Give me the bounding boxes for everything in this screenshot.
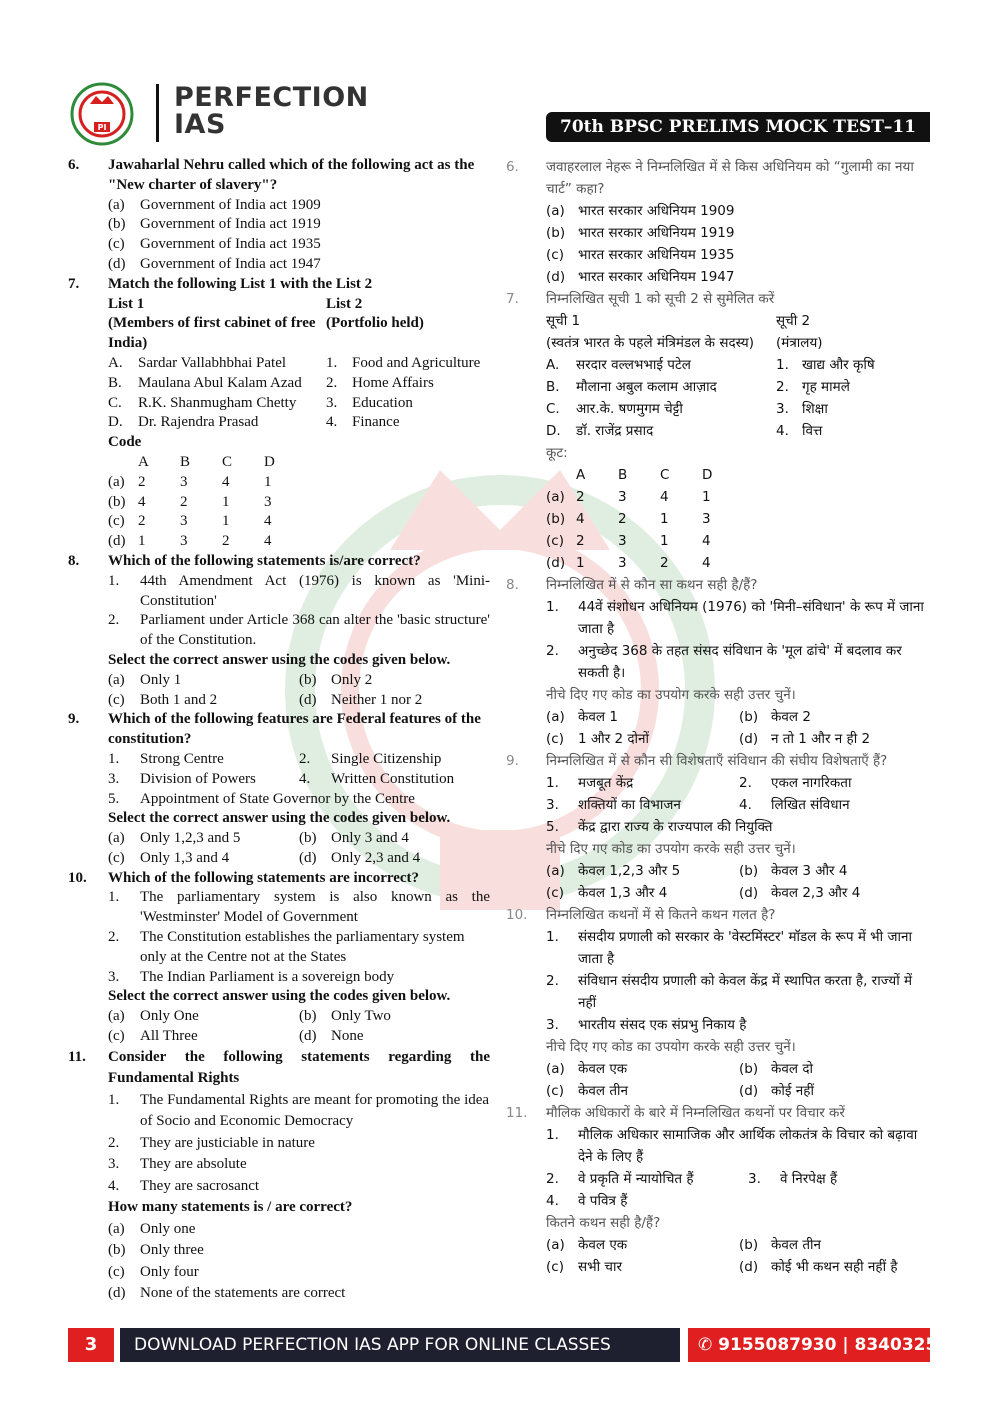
brand-line2: IAS (174, 109, 226, 140)
question-8-hi (506, 574, 932, 750)
question-stem: Which of the following features are Federal features of the constitution? (108, 711, 481, 748)
option-row: (c) All Three (d) None (108, 1028, 364, 1045)
match-row: A. Sardar Vallabhbhai Patel 1. Food and Agriculture (108, 354, 481, 371)
statement: 4. They are sacrosanct (108, 1177, 260, 1194)
code-row: (b) 4 2 1 3 (108, 493, 272, 510)
download-banner: DOWNLOAD PERFECTION IAS APP FOR ONLINE CLASSES (120, 1328, 680, 1362)
question-number: 7. (68, 275, 80, 292)
option: (d) Government of India act 1947 (108, 255, 321, 272)
list-headers: List 1 List 2 (108, 295, 363, 312)
question-number: 6. (68, 157, 80, 173)
statement: 1. मौलिक अधिकार सामाजिक और आर्थिक लोकतंत्र के विचार को बढ़ावा देने के लिए हैं (546, 1127, 918, 1165)
code-row: (a) 2 3 4 1 (546, 489, 711, 505)
logo-text: PI (97, 123, 107, 132)
list-headers: सूची 1 सूची 2 (546, 313, 811, 329)
code-label: Code (108, 434, 142, 451)
hindi-column (506, 156, 932, 1278)
option-row: (c) सभी चार (d) कोई भी कथन सही नहीं है (546, 1259, 898, 1275)
english-column (68, 156, 490, 1305)
list-subheaders: (Members of first cabinet of free India) (Portfolio held) (108, 315, 424, 352)
question-stem: Which of the following statements are incorrect? (108, 869, 420, 886)
question-number: 11. (506, 1105, 528, 1121)
question-stem: Consider the following statements regarding the Fundamental Rights (108, 1048, 490, 1087)
instruction: नीचे दिए गए कोड का उपयोग करके सही उत्तर चुनें। (546, 841, 796, 857)
statement: 1. 44th Amendment Act (1976) is known as 'Mini-Constitution' (108, 572, 490, 609)
question-9-hi (506, 750, 932, 904)
question-number: 7. (506, 291, 519, 307)
instruction: Select the correct answer using the codes given below. (108, 651, 451, 668)
question-stem: Which of the following statements is/are correct? (108, 552, 421, 569)
statement-row: 1. Strong Centre 2. Single Citizenship (108, 750, 442, 767)
statement: 4. वे पवित्र हैं (546, 1193, 628, 1209)
question-11-hi (506, 1102, 932, 1278)
match-row: D. Dr. Rajendra Prasad 4. Finance (108, 414, 400, 431)
option-row: (a) केवल एक (b) केवल दो (546, 1061, 813, 1077)
page-number: 3 (68, 1328, 114, 1362)
option-row: (c) Both 1 and 2 (d) Neither 1 nor 2 (108, 691, 423, 708)
question-stem: मौलिक अधिकारों के बारे में निम्नलिखित कथनों पर विचार करें (546, 1105, 845, 1121)
option-row: (a) Only 1,2,3 and 5 (b) Only 3 and 4 (108, 830, 409, 847)
question-stem: निम्नलिखित सूची 1 को सूची 2 से सुमेलित करें (546, 291, 775, 307)
statement: 2. संविधान संसदीय प्रणाली को केवल केंद्र में स्थापित करता है, राज्यों में नहीं (546, 973, 913, 1011)
brand-line1: PERFECTION (174, 82, 369, 113)
option-row: (c) केवल तीन (d) कोई नहीं (546, 1083, 814, 1099)
brand-name (174, 84, 369, 138)
statement: 1. 44वें संशोधन अधिनियम (1976) को 'मिनी–संविधान' के रूप में जाना जाता है (546, 599, 924, 637)
question-stem: Match the following List 1 with the List 2 (108, 275, 373, 292)
option: (b) भारत सरकार अधिनियम 1919 (546, 225, 735, 241)
question-number: 11. (68, 1048, 86, 1065)
code-row: (a) 2 3 4 1 (108, 473, 272, 490)
phone-icon: ✆ (698, 1335, 719, 1355)
code-header: A B C D (138, 453, 275, 470)
page-footer (68, 1328, 973, 1362)
question-number: 9. (506, 753, 519, 769)
instruction: नीचे दिए गए कोड का उपयोग करके सही उत्तर चुनें। (546, 687, 796, 703)
instruction: Select the correct answer using the codes given below. (108, 988, 451, 1005)
page-header (70, 78, 930, 150)
statement: 2. वे प्रकृति में न्यायोचित हैं 3. वे निरपेक्ष हैं (546, 1171, 838, 1187)
statement-row: 3. शक्तियों का विभाजन 4. लिखित संविधान (546, 797, 850, 813)
match-row: B. मौलाना अबुल कलाम आज़ाद 2. गृह मामले (546, 379, 850, 395)
question-number: 10. (68, 869, 87, 886)
question-number: 8. (68, 552, 80, 569)
question-stem: Jawaharlal Nehru called which of the following act as the "New charter of slavery"? (108, 157, 475, 193)
code-row: (c) 2 3 1 4 (108, 513, 272, 530)
option: (c) भारत सरकार अधिनियम 1935 (546, 247, 735, 263)
match-row: C. आर.के. षणमुगम चेट्टी 3. शिक्षा (546, 401, 828, 417)
question-number: 9. (68, 711, 80, 728)
option: (d) None of the statements are correct (108, 1285, 346, 1302)
statement-row: 1. मजबूत केंद्र 2. एकल नागरिकता (546, 775, 852, 791)
match-row: A. सरदार वल्लभभाई पटेल 1. खाद्य और कृषि (546, 357, 875, 373)
question-8-en (68, 552, 490, 710)
match-row: B. Maulana Abul Kalam Azad 2. Home Affairs (108, 374, 434, 391)
option-row: (a) Only 1 (b) Only 2 (108, 671, 373, 688)
question-stem: निम्नलिखित में से कौन सी विशेषताएँ संविधान की संघीय विशेषताएँ हैं? (546, 753, 888, 769)
code-row: (b) 4 2 1 3 (546, 511, 711, 527)
question-7-en (68, 275, 490, 552)
option: (b) Government of India act 1919 (108, 216, 321, 233)
question-10-en (68, 869, 490, 1047)
statement: 3. They are absolute (108, 1156, 247, 1173)
test-title: 70th BPSC PRELIMS MOCK TEST–11 (546, 112, 930, 142)
code-label: कूट: (546, 445, 568, 461)
question-6-hi (506, 156, 932, 288)
statement: 3. भारतीय संसद एक संप्रभु निकाय है (546, 1017, 747, 1033)
code-header: A B C D (576, 467, 713, 483)
option-row: (c) केवल 1,3 और 4 (d) केवल 2,3 और 4 (546, 885, 861, 901)
instruction: नीचे दिए गए कोड का उपयोग करके सही उत्तर चुनें। (546, 1039, 796, 1055)
statement-row: 3. Division of Powers 4. Written Constitution (108, 770, 455, 787)
statement: 1. संसदीय प्रणाली को सरकार के 'वेस्टमिंस्टर' मॉडल के रूप में भी जाना जाता है (546, 929, 912, 967)
option-row: (a) Only One (b) Only Two (108, 1008, 391, 1025)
question-7-hi (506, 288, 932, 574)
statement: 3. The Indian Parliament is a sovereign body (108, 968, 395, 985)
question-stem: निम्नलिखित में से कौन सा कथन सही है/हैं? (546, 577, 758, 593)
statement: 1. The Fundamental Rights are meant for promoting the idea of Socio and Economic Democracy (108, 1091, 490, 1130)
question-10-hi (506, 904, 932, 1102)
option: (d) भारत सरकार अधिनियम 1947 (546, 269, 735, 285)
question-stem: निम्नलिखित कथनों में से कितने कथन गलत है? (546, 907, 776, 923)
match-row: D. डॉ. राजेंद्र प्रसाद 4. वित्त (546, 423, 823, 439)
code-row: (d) 1 3 2 4 (546, 555, 711, 571)
instruction: Select the correct answer using the codes given below. (108, 810, 451, 827)
header-divider (156, 84, 159, 142)
statement: 5. केंद्र द्वारा राज्य के राज्यपाल की नियुक्ति (546, 819, 773, 835)
option-row: (c) 1 और 2 दोनों (d) न तो 1 और न ही 2 (546, 731, 871, 747)
statement: 2. They are justiciable in nature (108, 1134, 315, 1151)
question-11-en (68, 1047, 490, 1305)
statement: 5. Appointment of State Governor by the Centre (108, 790, 415, 807)
option: (a) Government of India act 1909 (108, 196, 321, 213)
statement: 2. अनुच्छेद 368 के तहत संसद संविधान के 'मूल ढांचे' में बदलाव कर सकती है। (546, 643, 902, 681)
question-6-en (68, 156, 490, 275)
instruction: How many statements is / are correct? (108, 1199, 353, 1216)
code-row: (c) 2 3 1 4 (546, 533, 711, 549)
option-row: (a) केवल एक (b) केवल तीन (546, 1237, 822, 1253)
option-row: (a) केवल 1,2,3 और 5 (b) केवल 3 और 4 (546, 863, 848, 879)
statement: 2. The Constitution establishes the parliamentary system only at the Centre not at the States (108, 929, 465, 965)
perfection-ias-logo (70, 82, 134, 146)
instruction: कितने कथन सही है/हैं? (546, 1215, 661, 1231)
option: (b) Only three (108, 1242, 204, 1259)
phone-banner (688, 1328, 973, 1362)
statement: 1. The parliamentary system is also known as the 'Westminster' Model of Government (108, 889, 490, 926)
list-subheaders: (स्वतंत्र भारत के पहले मंत्रिमंडल के सदस्य) (मंत्रालय) (546, 335, 823, 351)
option: (a) Only one (108, 1220, 196, 1237)
option-row: (c) Only 1,3 and 4 (d) Only 2,3 and 4 (108, 849, 421, 866)
match-row: C. R.K. Shanmugham Chetty 3. Education (108, 394, 413, 411)
question-stem: जवाहरलाल नेहरू ने निम्नलिखित में से किस अधिनियम को “गुलामी का नया चार्ट” कहा? (546, 159, 914, 197)
option: (c) Government of India act 1935 (108, 236, 321, 253)
option: (a) भारत सरकार अधिनियम 1909 (546, 203, 735, 219)
option-row: (a) केवल 1 (b) केवल 2 (546, 709, 811, 725)
phone-numbers: 9155087930 | 8340325079 (718, 1335, 973, 1355)
question-number: 6. (506, 159, 519, 175)
question-number: 8. (506, 577, 519, 593)
question-9-en (68, 710, 490, 868)
option: (c) Only four (108, 1263, 199, 1280)
question-number: 10. (506, 907, 528, 923)
code-row: (d) 1 3 2 4 (108, 533, 272, 550)
statement: 2. Parliament under Article 368 can alter the 'basic structure' of the Constitution. (108, 612, 490, 649)
